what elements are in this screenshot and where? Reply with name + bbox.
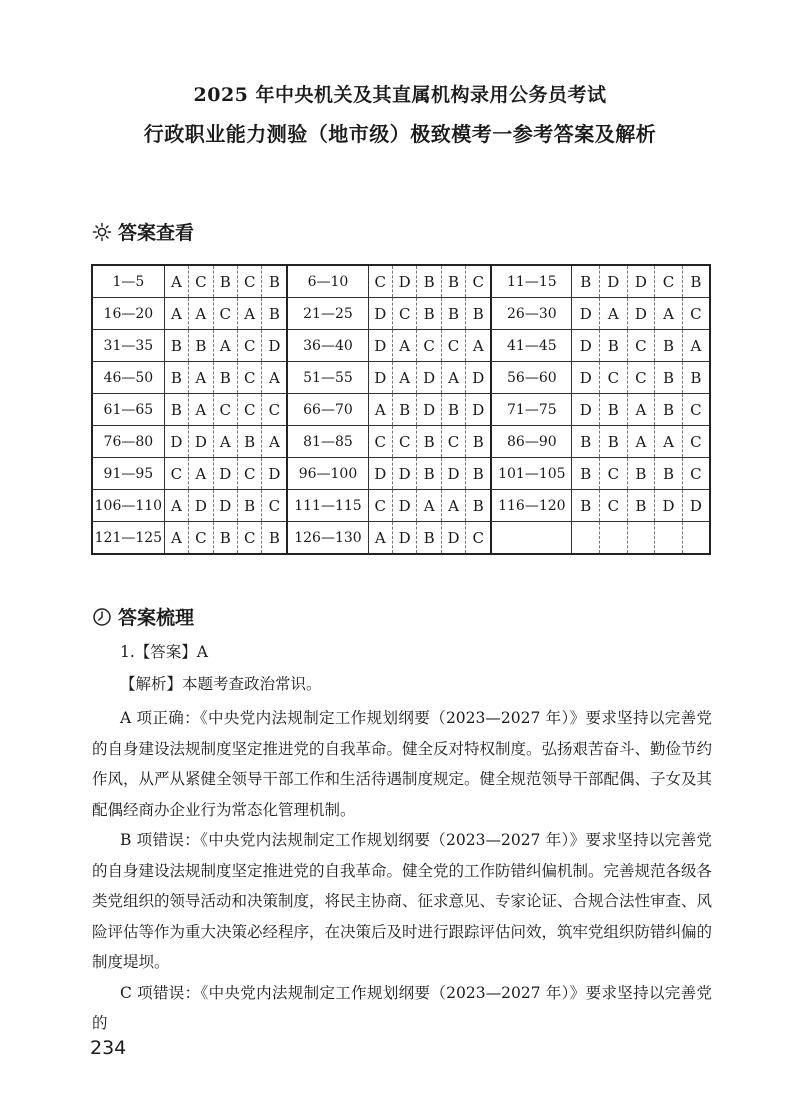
answer-cell: D	[627, 265, 655, 298]
section-answer-review	[92, 603, 194, 630]
answer-cell: A	[262, 362, 287, 394]
answer-cell: D	[164, 426, 188, 458]
answer-cell: A	[368, 522, 392, 555]
answer-cell: D	[392, 522, 416, 555]
question-range-cell: 1—5	[92, 265, 164, 298]
answer-table-row	[92, 362, 710, 394]
answer-cell: A	[164, 490, 188, 522]
answer-cell: B	[164, 394, 188, 426]
question-range-cell: 11—15	[491, 265, 572, 298]
answer-cell: B	[441, 394, 465, 426]
question-range-cell: 116—120	[491, 490, 572, 522]
answer-cell: C	[466, 265, 491, 298]
answer-cell: C	[237, 362, 261, 394]
answer-cell: B	[213, 522, 237, 555]
answer-cell: C	[627, 330, 655, 362]
answer-cell: C	[164, 458, 188, 490]
answer-cell: B	[417, 522, 441, 555]
answer-cell: B	[417, 298, 441, 330]
answer-cell: A	[164, 522, 188, 555]
answer-cell: B	[262, 265, 287, 298]
answer-cell: C	[682, 426, 710, 458]
answer-cell: C	[655, 265, 683, 298]
answer-cell: C	[237, 458, 261, 490]
answer-cell: B	[213, 362, 237, 394]
answer-cell: A	[189, 458, 213, 490]
answer-cell: A	[466, 330, 491, 362]
answer-cell: C	[237, 394, 261, 426]
answer-table-row	[92, 426, 710, 458]
question-range-cell: 46—50	[92, 362, 164, 394]
question-range-cell: 21—25	[287, 298, 368, 330]
answer-cell: B	[655, 330, 683, 362]
answer-cell: D	[213, 458, 237, 490]
answer-cell: B	[466, 426, 491, 458]
answer-cell: D	[213, 490, 237, 522]
question-range-cell: 66—70	[287, 394, 368, 426]
answer-cell: A	[368, 394, 392, 426]
question-range-cell: 91—95	[92, 458, 164, 490]
answer-cell: B	[237, 490, 261, 522]
answer-cell: B	[262, 522, 287, 555]
answer-cell: B	[600, 426, 628, 458]
explanation-body	[92, 703, 712, 1039]
answer-cell: D	[262, 330, 287, 362]
question-range-cell: 106—110	[92, 490, 164, 522]
answer-cell: D	[417, 394, 441, 426]
answer-cell: B	[466, 298, 491, 330]
section-answer-check-label: 答案查看	[118, 222, 195, 244]
answer-cell: B	[164, 330, 188, 362]
answer-cell: C	[417, 330, 441, 362]
question-range-cell: 96—100	[287, 458, 368, 490]
question-range-cell: 6—10	[287, 265, 368, 298]
answer-cell: C	[682, 458, 710, 490]
answer-cell: D	[572, 362, 600, 394]
question-1-analysis: 【解析】本题考查政治常识。	[120, 675, 322, 693]
answer-cell	[655, 522, 683, 555]
answer-cell: B	[572, 265, 600, 298]
answer-cell: B	[262, 298, 287, 330]
answer-cell: D	[368, 458, 392, 490]
answer-cell: C	[237, 265, 261, 298]
answer-cell: A	[441, 362, 465, 394]
answer-cell: D	[572, 298, 600, 330]
answer-cell: C	[600, 362, 628, 394]
answer-cell: A	[682, 330, 710, 362]
answer-cell: D	[368, 362, 392, 394]
answer-cell: B	[600, 330, 628, 362]
section-answer-check	[92, 218, 194, 245]
answer-cell: C	[189, 265, 213, 298]
answer-cell: D	[262, 458, 287, 490]
answer-cell: B	[441, 265, 465, 298]
answer-cell: C	[189, 522, 213, 555]
answer-cell: B	[417, 458, 441, 490]
answer-cell: B	[237, 426, 261, 458]
answer-cell: D	[572, 330, 600, 362]
answer-cell: C	[237, 330, 261, 362]
answer-table-row	[92, 490, 710, 522]
answer-cell: C	[262, 394, 287, 426]
answer-table	[91, 264, 711, 555]
answer-cell: B	[466, 490, 491, 522]
answer-cell: B	[572, 458, 600, 490]
answer-cell: A	[600, 298, 628, 330]
question-range-cell: 56—60	[491, 362, 572, 394]
answer-cell: B	[655, 362, 683, 394]
answer-cell: A	[655, 298, 683, 330]
answer-table-row	[92, 298, 710, 330]
answer-cell: D	[655, 490, 683, 522]
answer-cell: D	[441, 458, 465, 490]
answer-cell: C	[368, 490, 392, 522]
answer-cell: B	[441, 298, 465, 330]
question-range-cell: 126—130	[287, 522, 368, 555]
answer-cell: C	[441, 330, 465, 362]
answer-cell: C	[441, 426, 465, 458]
answer-cell: B	[189, 330, 213, 362]
answer-cell: D	[417, 362, 441, 394]
question-range-cell: 31—35	[92, 330, 164, 362]
answer-cell: C	[392, 298, 416, 330]
answer-cell: B	[627, 490, 655, 522]
answer-cell: B	[164, 362, 188, 394]
answer-cell: B	[682, 265, 710, 298]
answer-table-row	[92, 265, 710, 298]
answer-cell: B	[417, 265, 441, 298]
answer-cell: D	[572, 394, 600, 426]
answer-cell: A	[627, 426, 655, 458]
answer-cell: D	[466, 394, 491, 426]
answer-cell: B	[392, 394, 416, 426]
answer-cell: D	[466, 362, 491, 394]
answer-cell: C	[213, 298, 237, 330]
section-answer-review-label: 答案梳理	[118, 607, 195, 629]
answer-cell: D	[441, 522, 465, 555]
answer-cell: C	[682, 394, 710, 426]
question-range-cell: 76—80	[92, 426, 164, 458]
answer-cell: C	[627, 362, 655, 394]
answer-cell: C	[466, 522, 491, 555]
answer-cell: B	[572, 490, 600, 522]
answer-cell: B	[655, 458, 683, 490]
answer-cell: C	[600, 490, 628, 522]
answer-table-row	[92, 330, 710, 362]
answer-cell: A	[392, 330, 416, 362]
document-title-line-1: 2025 年中央机关及其直属机构录用公务员考试	[193, 84, 607, 106]
answer-cell: A	[164, 298, 188, 330]
answer-cell: D	[682, 490, 710, 522]
answer-cell: B	[213, 265, 237, 298]
answer-cell: C	[213, 394, 237, 426]
question-range-cell: 41—45	[491, 330, 572, 362]
answer-cell: D	[368, 298, 392, 330]
answer-cell: A	[189, 362, 213, 394]
page-number: 234	[90, 1037, 127, 1059]
question-range-cell: 111—115	[287, 490, 368, 522]
answer-cell: A	[262, 426, 287, 458]
answer-cell: A	[627, 394, 655, 426]
clock-icon	[92, 607, 112, 627]
answer-cell: A	[189, 298, 213, 330]
question-range-cell: 121—125	[92, 522, 164, 555]
answer-cell: D	[189, 490, 213, 522]
question-range-cell: 81—85	[287, 426, 368, 458]
answer-cell: A	[417, 490, 441, 522]
question-range-cell: 36—40	[287, 330, 368, 362]
question-range-cell: 86—90	[491, 426, 572, 458]
answer-cell: B	[572, 426, 600, 458]
document-title-line-2: 行政职业能力测验（地市级）极致模考一参考答案及解析	[143, 122, 657, 146]
answer-table-row	[92, 522, 710, 555]
answer-cell: C	[682, 298, 710, 330]
question-range-cell: 61—65	[92, 394, 164, 426]
question-range-cell: 16—20	[92, 298, 164, 330]
question-1-answer: 1.【答案】A	[120, 643, 208, 661]
answer-cell: A	[392, 362, 416, 394]
question-range-cell: 101—105	[491, 458, 572, 490]
answer-cell: B	[600, 394, 628, 426]
answer-cell: D	[392, 490, 416, 522]
answer-cell: B	[417, 426, 441, 458]
answer-cell: C	[262, 490, 287, 522]
answer-cell: B	[682, 362, 710, 394]
answer-cell: C	[237, 522, 261, 555]
answer-cell: A	[441, 490, 465, 522]
answer-cell: A	[237, 298, 261, 330]
answer-cell: B	[627, 458, 655, 490]
answer-cell: D	[392, 458, 416, 490]
answer-cell: A	[213, 426, 237, 458]
answer-cell	[627, 522, 655, 555]
answer-cell: C	[368, 426, 392, 458]
explanation-paragraph-c: C 项错误：《中央党内法规制定工作规划纲要（2023—2027 年）》要求坚持以完善党的	[92, 983, 712, 1032]
explanation-paragraph-b: B 项错误：《中央党内法规制定工作规划纲要（2023—2027 年）》要求坚持以完善党的自身建设法规制度坚定推进党的自我革命。健全党的工作防错纠偏机制。完善规范各级各类党组织的领导活动和决策制度，将民主协商、征求意见、专家论证、合规合法性审查、风险评估等作为重大决策必经程序，在决策后及时进行跟踪评估问效，筑牢党组织防错纠偏的制度堤坝。	[92, 831, 713, 971]
answer-cell: C	[600, 458, 628, 490]
answer-cell: B	[466, 458, 491, 490]
answer-cell: C	[368, 265, 392, 298]
answer-cell: D	[189, 426, 213, 458]
answer-cell: C	[392, 426, 416, 458]
answer-cell	[682, 522, 710, 555]
answer-cell: D	[368, 330, 392, 362]
answer-cell	[572, 522, 600, 555]
answer-cell: A	[164, 265, 188, 298]
question-range-cell: 71—75	[491, 394, 572, 426]
answer-cell: A	[213, 330, 237, 362]
explanation-paragraph-a: A 项正确：《中央党内法规制定工作规划纲要（2023—2027 年）》要求坚持以完善党的自身建设法规制度坚定推进党的自我革命。健全反对特权制度。弘扬艰苦奋斗、勤俭节约作风，从严从紧健全领导干部工作和生活待遇制度规定。健全规范领导干部配偶、子女及其配偶经商办企业行为常态化管理机制。	[92, 709, 713, 819]
answer-table-row	[92, 458, 710, 490]
answer-cell: D	[392, 265, 416, 298]
answer-cell	[600, 522, 628, 555]
question-range-cell: 51—55	[287, 362, 368, 394]
sun-icon	[92, 222, 112, 242]
answer-cell: A	[189, 394, 213, 426]
question-range-cell	[491, 522, 572, 555]
question-range-cell: 26—30	[491, 298, 572, 330]
answer-cell: D	[627, 298, 655, 330]
answer-cell: B	[655, 394, 683, 426]
answer-cell: D	[600, 265, 628, 298]
answer-table-row	[92, 394, 710, 426]
answer-cell: A	[655, 426, 683, 458]
